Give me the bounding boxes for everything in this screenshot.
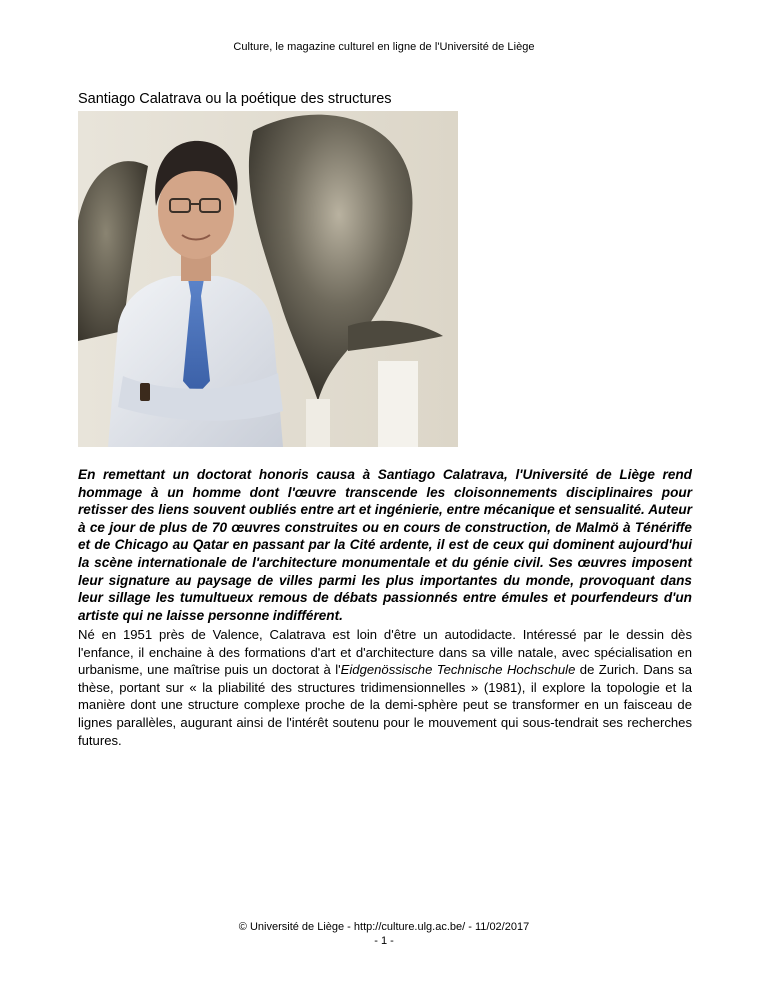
portrait-illustration [78,111,458,447]
page-header: Culture, le magazine culturel en ligne de l'Université de Liège [233,41,535,53]
body-text-italic: Eidgenössische Technische Hochschule [340,662,576,678]
article-lead: En remettant un doctorat honoris causa à Santiago Calatrava, l'Université de Liège rend hommage à un homme dont l'œuvre transcende les cloisonnements disciplinaires pour retisser des liens souvent oubliés entre art et ingénierie, entre mécanique et sensualité. Auteur à ce jour de plus de 70 œuvres construites ou en cours de construction, de Malmö à Ténériffe et de Chicago au Qatar en passant par la Cité ardente, il est de ceux qui dominent aujourd'hui la scène internationale de l'architecture monumentale et du génie civil. Ses œuvres imposent leur signature au paysage de villes parmi les plus importantes du monde, provoquant dans leur sillage les tumultueux remous de débats passionnés entre émules et pourfendeurs d'un artiste qui ne laisse personne indifférent. [78,467,692,623]
body-text-part1: Né en 1951 près de Valence, Calatrava est loin d'être un autodidacte. Intéressé par le dessin dès l'enfance, il enchaine à des formations d'art et d'architecture dans sa ville natale, avec spécialisation en urbanisme, une maîtrise puis un doctorat à l' [78,627,692,678]
portrait-photo [78,111,458,447]
article-body [78,626,692,749]
article-title: Santiago Calatrava ou la poétique des structures [78,91,392,107]
footer-copyright: © Université de Liège - http://culture.ulg.ac.be/ - 11/02/2017 [238,921,530,933]
page-number: - 1 - [374,935,394,947]
page-footer [0,920,768,948]
body-text-part2: de Zurich. Dans sa thèse, portant sur « la pliabilité des structures tridimensionnelles » (1981), il explore la topologie et la manière dont une structure complexe proche de la demi-sphère peut se transformer en un faisceau de lignes parallèles, augurant ainsi de l'intérêt soutenu pour le mouvement qui sous-tendrait ses recherches futures. [78,662,692,748]
